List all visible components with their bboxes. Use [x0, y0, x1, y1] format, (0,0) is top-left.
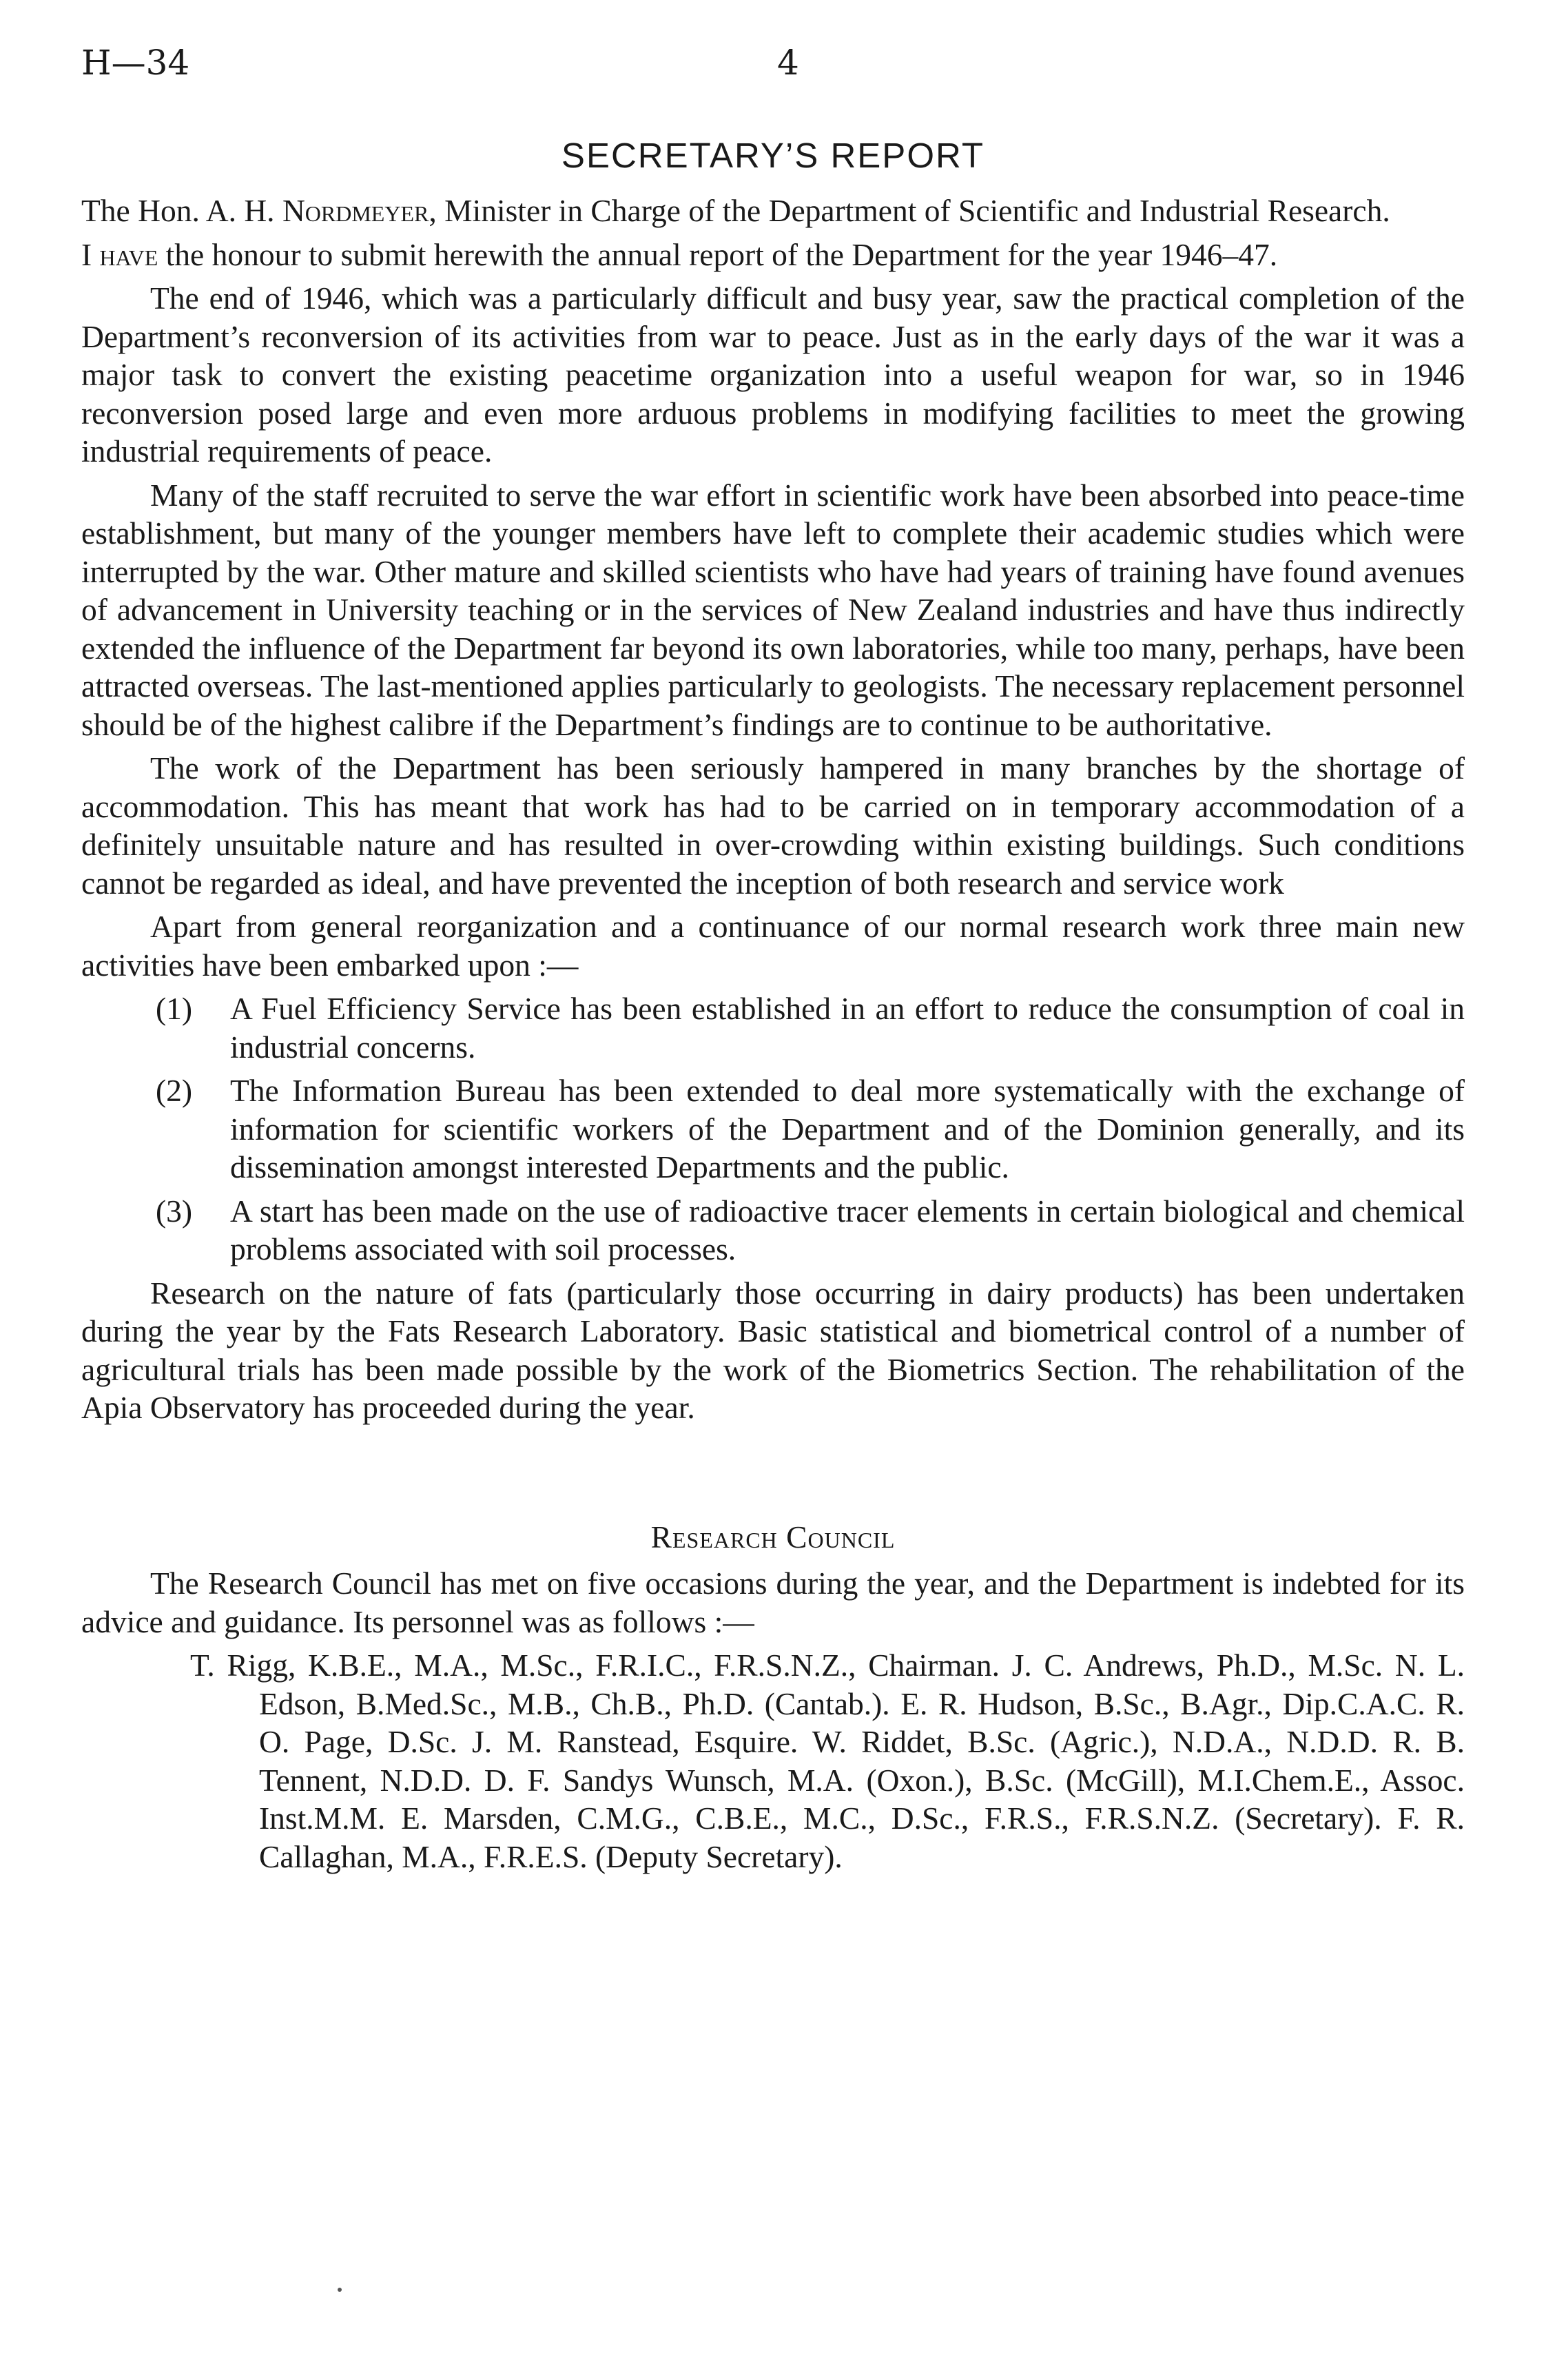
list-marker: (3) — [156, 1193, 193, 1229]
addressee-lead: The Hon. A. H. — [81, 193, 282, 228]
addressee-rest: , Minister in Charge of the Department of Scientific and Industrial Research. — [429, 193, 1390, 228]
council-intro: The Research Council has met on five occasions during the year, and the Department is indebted for its advice and guidance. Its personnel was as follows :— — [81, 1566, 1465, 1639]
print-speck — [338, 2288, 342, 2292]
paragraph: The work of the Department has been seriously hampered in many branches by the shortage of accommodation. This has meant that work has had to be carried on in temporary accommodation of a definitely unsuitable nature and has resulted in over-crowding within existing buildings. Such conditions cannot be regarded as ideal, and have prevented the inception of both research and service work — [81, 750, 1465, 901]
list-text: A Fuel Efficiency Service has been established in an effort to reduce the consumption of coal in industrial concerns. — [230, 991, 1465, 1065]
running-head — [81, 43, 1465, 91]
minister-name: Nordmeyer — [282, 193, 429, 228]
report-body — [81, 135, 1465, 1881]
list-item — [81, 989, 1465, 1066]
closing-paragraph: Research on the nature of fats (particularly those occurring in dairy products) has been undertaken during the year by the Fats Research Laboratory. Basic statistical and biometrical control of a number of agricultural trials has been made possible by the work of the Biometrics Section. The rehabilitation of the Apia Observatory has proceeded during the year. — [81, 1275, 1465, 1425]
list-marker: (1) — [156, 991, 193, 1026]
document-reference: H—34 — [81, 43, 190, 83]
list-text: The Information Bureau has been extended to deal more systematically with the exchange of information for scientific workers of the Department and of the Dominion generally, and its dissemination amongst interested Departments and the public. — [230, 1073, 1465, 1184]
council-personnel: T. Rigg, K.B.E., M.A., M.Sc., F.R.I.C., F.R.S.N.Z., Chairman. J. C. Andrews, Ph.D., M.Sc. N. L. Edson, B.Med.Sc., M.B., Ch.B., Ph.D. (Cantab.). E. R. Hudson, B.Sc., B.Agr., Dip.C.A.C. R. O. Page, D.Sc. J. M. Ranstead, Esquire. W. Riddet, B.Sc. (Agric.), N.D.A., N.D.D. R. B. Tennent, N.D.D. D. F. Sandys Wunsch, M.A. (Oxon.), B.Sc. (McGill), M.I.Chem.E., Assoc. Inst.M.M. E. Marsden, C.M.G., C.B.E., M.C., D.Sc., F.R.S., F.R.S.N.Z. (Secretary). F. R. Callaghan, M.A., F.R.E.S. (Deputy Secretary). — [190, 1648, 1465, 1874]
opening-paragraph — [81, 236, 1465, 274]
page-title: SECRETARY’S REPORT — [561, 136, 985, 175]
opening-text: the honour to submit herewith the annual report of the Department for the year 1946–47. — [158, 236, 1278, 272]
opening-lead: I have — [81, 236, 158, 272]
list-marker: (2) — [156, 1073, 193, 1108]
section-heading: Research Council — [650, 1519, 896, 1555]
list-item — [81, 1071, 1465, 1187]
page-number: 4 — [777, 43, 799, 83]
paragraph: The end of 1946, which was a particularly difficult and busy year, saw the practical completion of the Department’s reconversion of its activities from war to peace. Just as in the early days of the war it was a major task to convert the existing peacetime organization into a useful weapon for war, so in 1946 reconversion posed large and even more arduous problems in modifying facilities to meet the growing industrial requirements of peace. — [81, 280, 1465, 469]
addressee — [81, 192, 1465, 230]
list-text: A start has been made on the use of radioactive tracer elements in certain biological and chemical problems associated with soil processes. — [230, 1193, 1465, 1266]
paragraph: Apart from general reorganization and a continuance of our normal research work three main new activities have been embarked upon :— — [81, 909, 1465, 983]
list-item — [81, 1192, 1465, 1269]
paragraph: Many of the staff recruited to serve the war effort in scientific work have been absorbed into peace-time establishment, but many of the younger members have left to complete their academic studies which were interrupted by the war. Other mature and skilled scientists who have had years of training have found avenues of advancement in University teaching or in the services of New Zealand industries and have thus indirectly extended the influence of the Department far beyond its own laboratories, while too many, perhaps, have been attracted overseas. The last-mentioned applies particularly to geologists. The necessary replacement personnel should be of the highest calibre if the Department’s findings are to continue to be authoritative. — [81, 477, 1465, 742]
